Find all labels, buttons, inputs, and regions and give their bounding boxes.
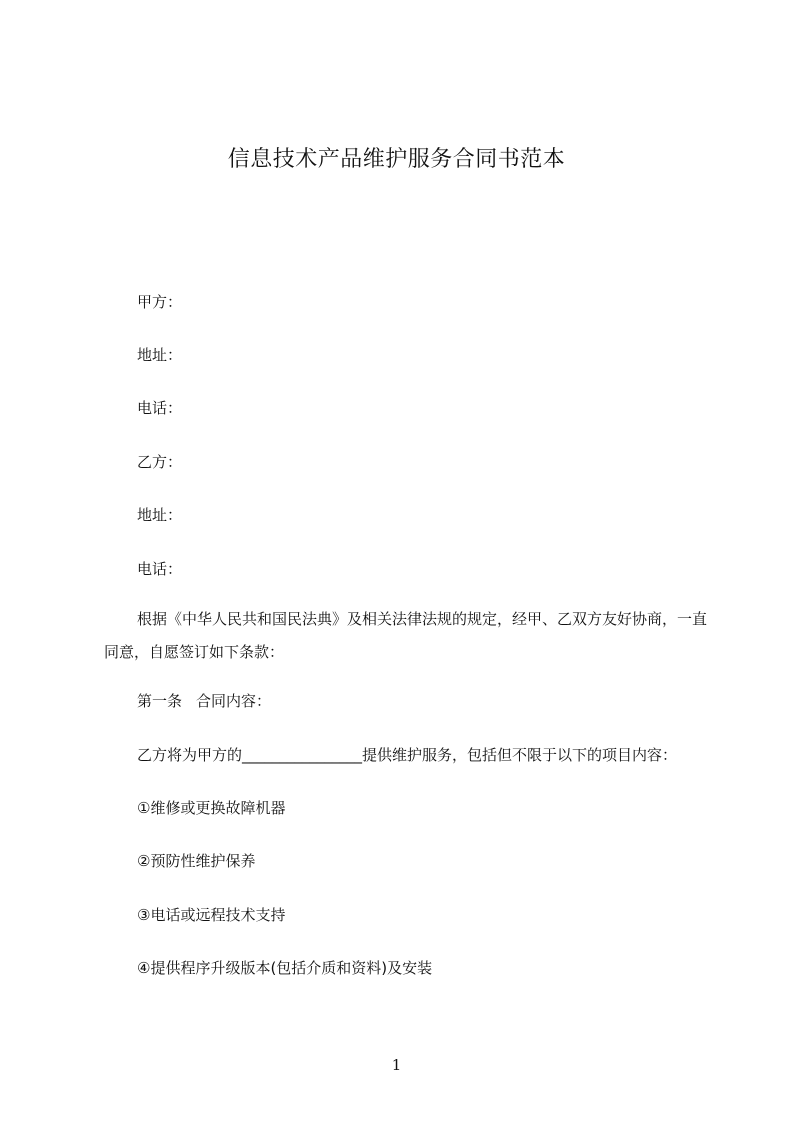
party-b-label: 乙方： [137, 453, 183, 471]
article-1-title: 合同内容： [196, 692, 272, 710]
page-number: 1 [391, 1056, 402, 1074]
party-a-label: 甲方： [137, 293, 183, 311]
article-1-heading [137, 691, 271, 711]
party-b-address-label: 地址： [137, 506, 183, 524]
party-a-address-label: 地址： [137, 346, 183, 364]
party-a-phone-label: 电话： [137, 399, 183, 417]
service-item-1: ①维修或更换故障机器 [137, 799, 286, 817]
document-title: 信息技术产品维护服务合同书范本 [227, 147, 566, 172]
service-item-4: ④提供程序升级版本(包括介质和资料)及安装 [137, 959, 433, 977]
party-b-phone-label: 电话： [137, 560, 183, 578]
service-sentence: 乙方将为甲方的________________提供维护服务，包括但不限于以下的项目内容： [137, 746, 678, 764]
service-item-3: ③电话或远程技术支持 [137, 906, 286, 924]
article-1-number: 第一条 [137, 692, 183, 710]
service-item-2: ②预防性维护保养 [137, 852, 256, 870]
intro-paragraph: 根据《中华人民共和国民法典》及相关法律法规的规定，经甲、乙双方友好协商，一直同意，自愿签订如下条款： [104, 610, 708, 661]
